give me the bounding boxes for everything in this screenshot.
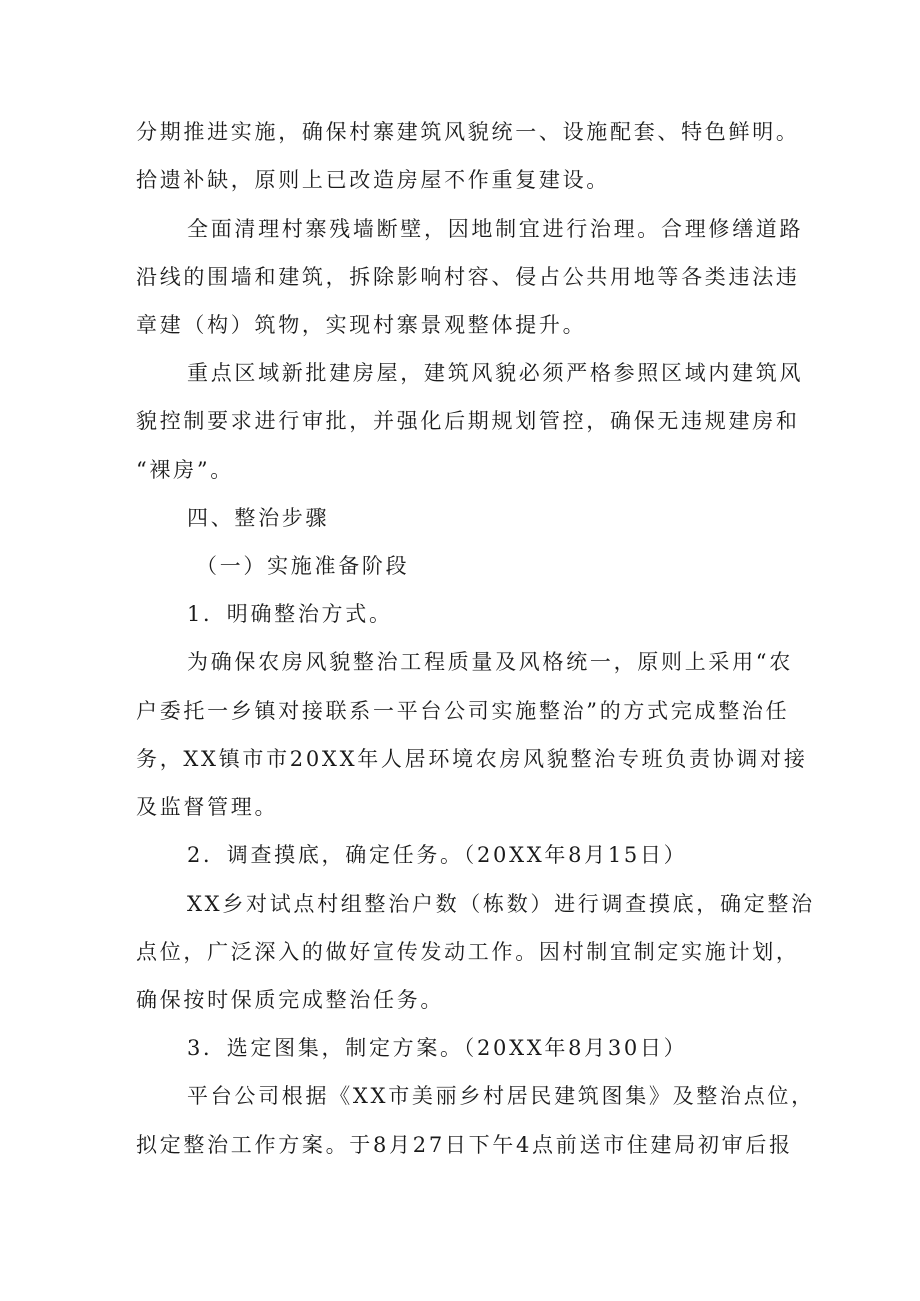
text-line: “裸房”。 <box>136 458 234 482</box>
section-heading: 四、整治步骤 <box>187 506 330 530</box>
text-line: 章建（构）筑物，实现村寨景观整体提升。 <box>136 313 587 337</box>
text-line: 貌控制要求进行审批，并强化后期规划管控，确保无违规建房和 <box>136 409 800 433</box>
text-line: 及监督管理。 <box>136 795 279 819</box>
subsection-heading: （一）实施准备阶段 <box>196 554 410 578</box>
text-line: 沿线的围墙和建筑，拆除影响村容、侵占公共用地等各类违法违 <box>136 265 800 289</box>
paragraph-start-line: 重点区域新批建房屋，建筑风貌必须严格参照区域内建筑风 <box>187 361 804 385</box>
step-heading: 1．明确整治方式。 <box>187 602 393 626</box>
step-heading: 2．调查摸底，确定任务。（20XX年8月15日） <box>187 843 688 867</box>
text-line: 确保按时保质完成整治任务。 <box>136 988 445 1012</box>
text-line: 拾遗补缺，原则上已改造房屋不作重复建设。 <box>136 168 610 192</box>
paragraph-start-line: 全面清理村寨残墙断壁，因地制宜进行治理。合理修缮道路 <box>187 217 804 241</box>
paragraph-start-line: 为确保农房风貌整治工程质量及风格统一，原则上采用“农 <box>187 650 793 674</box>
step-heading: 3．选定图集，制定方案。（20XX年8月30日） <box>187 1036 688 1060</box>
text-line: 户委托一乡镇对接联系一平台公司实施整治”的方式完成整治任 <box>136 699 790 723</box>
text-line: 点位，广泛深入的做好宣传发动工作。因村制宜制定实施计划， <box>136 940 800 964</box>
text-line: 拟定整治工作方案。于8月27日下午4点前送市住建局初审后报 <box>136 1133 793 1157</box>
paragraph-start-line: XX乡对试点村组整治户数（栋数）进行调查摸底，确定整治 <box>187 892 815 916</box>
text-line: 分期推进实施，确保村寨建筑风貌统一、设施配套、特色鲜明。 <box>136 120 800 144</box>
paragraph-start-line: 平台公司根据《XX市美丽乡村居民建筑图集》及整治点位， <box>187 1084 815 1108</box>
text-line: 务，XX镇市市20XX年人居环境农房风貌整治专班负责协调对接 <box>136 747 808 771</box>
